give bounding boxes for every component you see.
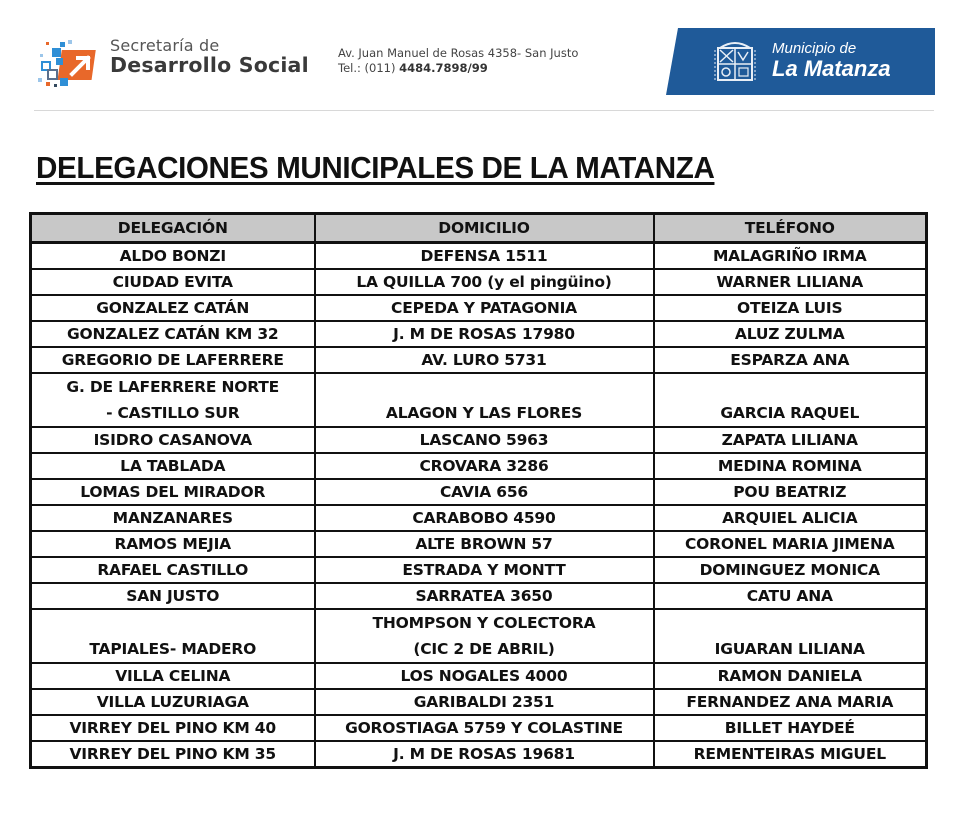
telefono-cell-text: REMENTEIRAS MIGUEL (693, 745, 886, 763)
delegacion-cell (31, 531, 315, 557)
domicilio-cell (315, 453, 654, 479)
domicilio-cell (315, 373, 654, 427)
delegacion-cell-line: GONZALEZ CATÁN (96, 299, 250, 317)
telefono-cell (654, 321, 927, 347)
telefono-cell-text: BILLET HAYDEÉ (724, 719, 855, 737)
telefono-cell (654, 531, 927, 557)
phone-line (338, 61, 578, 76)
domicilio-cell-line: GARIBALDI 2351 (413, 693, 555, 711)
domicilio-cell-line: J. M DE ROSAS 19681 (393, 745, 575, 763)
domicilio-cell (315, 557, 654, 583)
delegacion-cell (31, 479, 315, 505)
domicilio-cell-line: ALTE BROWN 57 (415, 535, 553, 553)
domicilio-cell (315, 243, 654, 270)
domicilio-cell (315, 269, 654, 295)
delegacion-cell-line: RAFAEL CASTILLO (97, 561, 249, 579)
telefono-cell (654, 373, 927, 427)
delegacion-cell (31, 269, 315, 295)
table-row (31, 479, 927, 505)
table-row (31, 505, 927, 531)
secretaria-line1: Secretaría de (110, 36, 220, 55)
table-row (31, 557, 927, 583)
delegacion-cell (31, 663, 315, 689)
telefono-cell (654, 609, 927, 663)
phone-number: 4484.7898/99 (399, 61, 488, 75)
domicilio-cell-line: ALAGON Y LAS FLORES (385, 404, 583, 422)
table-row (31, 663, 927, 689)
domicilio-cell (315, 427, 654, 453)
telefono-cell (654, 347, 927, 373)
delegacion-cell (31, 295, 315, 321)
delegacion-cell (31, 453, 315, 479)
telefono-cell-text: ESPARZA ANA (730, 351, 850, 369)
secretaria-line2: Desarrollo Social (110, 53, 309, 77)
table-row (31, 741, 927, 768)
domicilio-cell-line: CAVIA 656 (439, 483, 529, 501)
telefono-cell (654, 505, 927, 531)
domicilio-cell-line: AV. LURO 5731 (421, 351, 547, 369)
telefono-cell (654, 295, 927, 321)
delegacion-cell-line: TAPIALES- MADERO (89, 640, 257, 658)
table-row (31, 243, 927, 270)
domicilio-cell (315, 505, 654, 531)
domicilio-cell (315, 583, 654, 609)
delegacion-cell (31, 557, 315, 583)
delegacion-cell-line: ISIDRO CASANOVA (93, 431, 252, 449)
domicilio-cell-line: CARABOBO 4590 (412, 509, 556, 527)
delegacion-cell (31, 321, 315, 347)
domicilio-cell-line: ESTRADA Y MONTT (402, 561, 566, 579)
contact-info (338, 46, 578, 76)
telefono-cell (654, 479, 927, 505)
domicilio-cell (315, 741, 654, 768)
municipio-banner (666, 28, 935, 95)
telefono-cell-text: MALAGRIÑO IRMA (712, 247, 867, 265)
table-row (31, 295, 927, 321)
domicilio-cell-line: GOROSTIAGA 5759 Y COLASTINE (345, 719, 623, 737)
delegacion-cell-line: ALDO BONZI (119, 247, 226, 265)
telefono-cell (654, 689, 927, 715)
table-row (31, 689, 927, 715)
table-row (31, 347, 927, 373)
column-header-domicilio: DOMICILIO (315, 214, 654, 243)
column-header-delegacion: DELEGACIÓN (31, 214, 315, 243)
desarrollo-social-logo-icon (34, 34, 104, 90)
domicilio-cell (315, 609, 654, 663)
page-title: DELEGACIONES MUNICIPALES DE LA MATANZA (36, 150, 715, 185)
delegacion-cell-line: RAMOS MEJIA (114, 535, 231, 553)
table-body (31, 243, 927, 768)
domicilio-cell (315, 663, 654, 689)
domicilio-cell-line: J. M DE ROSAS 17980 (393, 325, 575, 343)
delegacion-cell (31, 583, 315, 609)
telefono-cell-text: WARNER LILIANA (716, 273, 864, 291)
domicilio-cell-line: LASCANO 5963 (419, 431, 549, 449)
domicilio-cell-line: CROVARA 3286 (419, 457, 549, 475)
telefono-cell-text: GARCIA RAQUEL (720, 404, 860, 422)
delegacion-cell (31, 715, 315, 741)
telefono-cell-text: CATU ANA (746, 587, 833, 605)
table-header-row (31, 214, 927, 243)
table-row (31, 609, 927, 663)
municipio-name (772, 41, 891, 80)
delegacion-cell (31, 689, 315, 715)
table-row (31, 427, 927, 453)
table-row (31, 583, 927, 609)
letterhead (0, 0, 960, 112)
domicilio-cell-line: CEPEDA Y PATAGONIA (391, 299, 577, 317)
delegacion-cell-line: VIRREY DEL PINO KM 35 (69, 745, 276, 763)
domicilio-cell (315, 479, 654, 505)
telefono-cell-text: IGUARAN LILIANA (714, 640, 865, 658)
domicilio-cell (315, 689, 654, 715)
domicilio-cell-line: THOMPSON Y COLECTORA (372, 614, 596, 632)
domicilio-cell-line: LOS NOGALES 4000 (400, 667, 568, 685)
table-row (31, 321, 927, 347)
domicilio-cell-line: SARRATEA 3650 (415, 587, 553, 605)
telefono-cell (654, 583, 927, 609)
delegacion-cell (31, 373, 315, 427)
delegacion-cell-line: G. DE LAFERRERE NORTE (66, 378, 280, 396)
delegacion-cell-line: - CASTILLO SUR (106, 404, 240, 422)
domicilio-cell (315, 531, 654, 557)
telefono-cell (654, 557, 927, 583)
table-row (31, 373, 927, 427)
delegacion-cell-line: SAN JUSTO (126, 587, 220, 605)
domicilio-cell (315, 347, 654, 373)
delegacion-cell (31, 609, 315, 663)
telefono-cell (654, 741, 927, 768)
domicilio-cell (315, 295, 654, 321)
delegacion-cell-line: GREGORIO DE LAFERRERE (61, 351, 284, 369)
telefono-cell (654, 453, 927, 479)
delegacion-cell-line: CIUDAD EVITA (112, 273, 233, 291)
delegacion-cell-line: MANZANARES (112, 509, 233, 527)
delegacion-cell (31, 741, 315, 768)
domicilio-cell (315, 715, 654, 741)
secretaria-name (110, 38, 309, 76)
domicilio-cell-line: (CIC 2 DE ABRIL) (413, 640, 555, 658)
telefono-cell (654, 715, 927, 741)
table-row (31, 715, 927, 741)
municipio-line2: La Matanza (772, 56, 891, 81)
telefono-cell-text: RAMON DANIELA (717, 667, 862, 685)
delegacion-cell (31, 427, 315, 453)
delegacion-cell (31, 505, 315, 531)
delegacion-cell-line: VILLA LUZURIAGA (96, 693, 249, 711)
municipio-line1: Municipio de (772, 40, 857, 57)
address-text: Av. Juan Manuel de Rosas 4358- San Justo (338, 46, 579, 60)
telefono-cell (654, 663, 927, 689)
domicilio-cell-line: LA QUILLA 700 (y el pingüino) (356, 273, 612, 291)
delegacion-cell-line: GONZALEZ CATÁN KM 32 (66, 325, 279, 343)
delegacion-cell-line: LOMAS DEL MIRADOR (80, 483, 266, 501)
header-divider (34, 110, 934, 111)
telefono-cell (654, 243, 927, 270)
telefono-cell-text: OTEIZA LUIS (737, 299, 843, 317)
telefono-cell-text: DOMINGUEZ MONICA (699, 561, 880, 579)
column-header-telefono: TELÉFONO (654, 214, 927, 243)
delegaciones-table (29, 212, 928, 769)
telefono-cell (654, 269, 927, 295)
domicilio-cell (315, 321, 654, 347)
phone-label: Tel.: (011) (338, 61, 400, 75)
telefono-cell-text: MEDINA ROMINA (717, 457, 862, 475)
telefono-cell-text: ALUZ ZULMA (734, 325, 845, 343)
telefono-cell-text: POU BEATRIZ (733, 483, 847, 501)
delegacion-cell-line: VILLA CELINA (115, 667, 231, 685)
telefono-cell-text: ARQUIEL ALICIA (722, 509, 858, 527)
coat-of-arms-icon (712, 38, 758, 84)
delegacion-cell (31, 243, 315, 270)
table-row (31, 269, 927, 295)
table-row (31, 453, 927, 479)
telefono-cell-text: FERNANDEZ ANA MARIA (686, 693, 894, 711)
telefono-cell-text: CORONEL MARIA JIMENA (684, 535, 895, 553)
delegacion-cell-line: LA TABLADA (120, 457, 226, 475)
telefono-cell (654, 427, 927, 453)
domicilio-cell-line: DEFENSA 1511 (420, 247, 548, 265)
delegacion-cell (31, 347, 315, 373)
table-row (31, 531, 927, 557)
delegacion-cell-line: VIRREY DEL PINO KM 40 (69, 719, 276, 737)
telefono-cell-text: ZAPATA LILIANA (721, 431, 858, 449)
